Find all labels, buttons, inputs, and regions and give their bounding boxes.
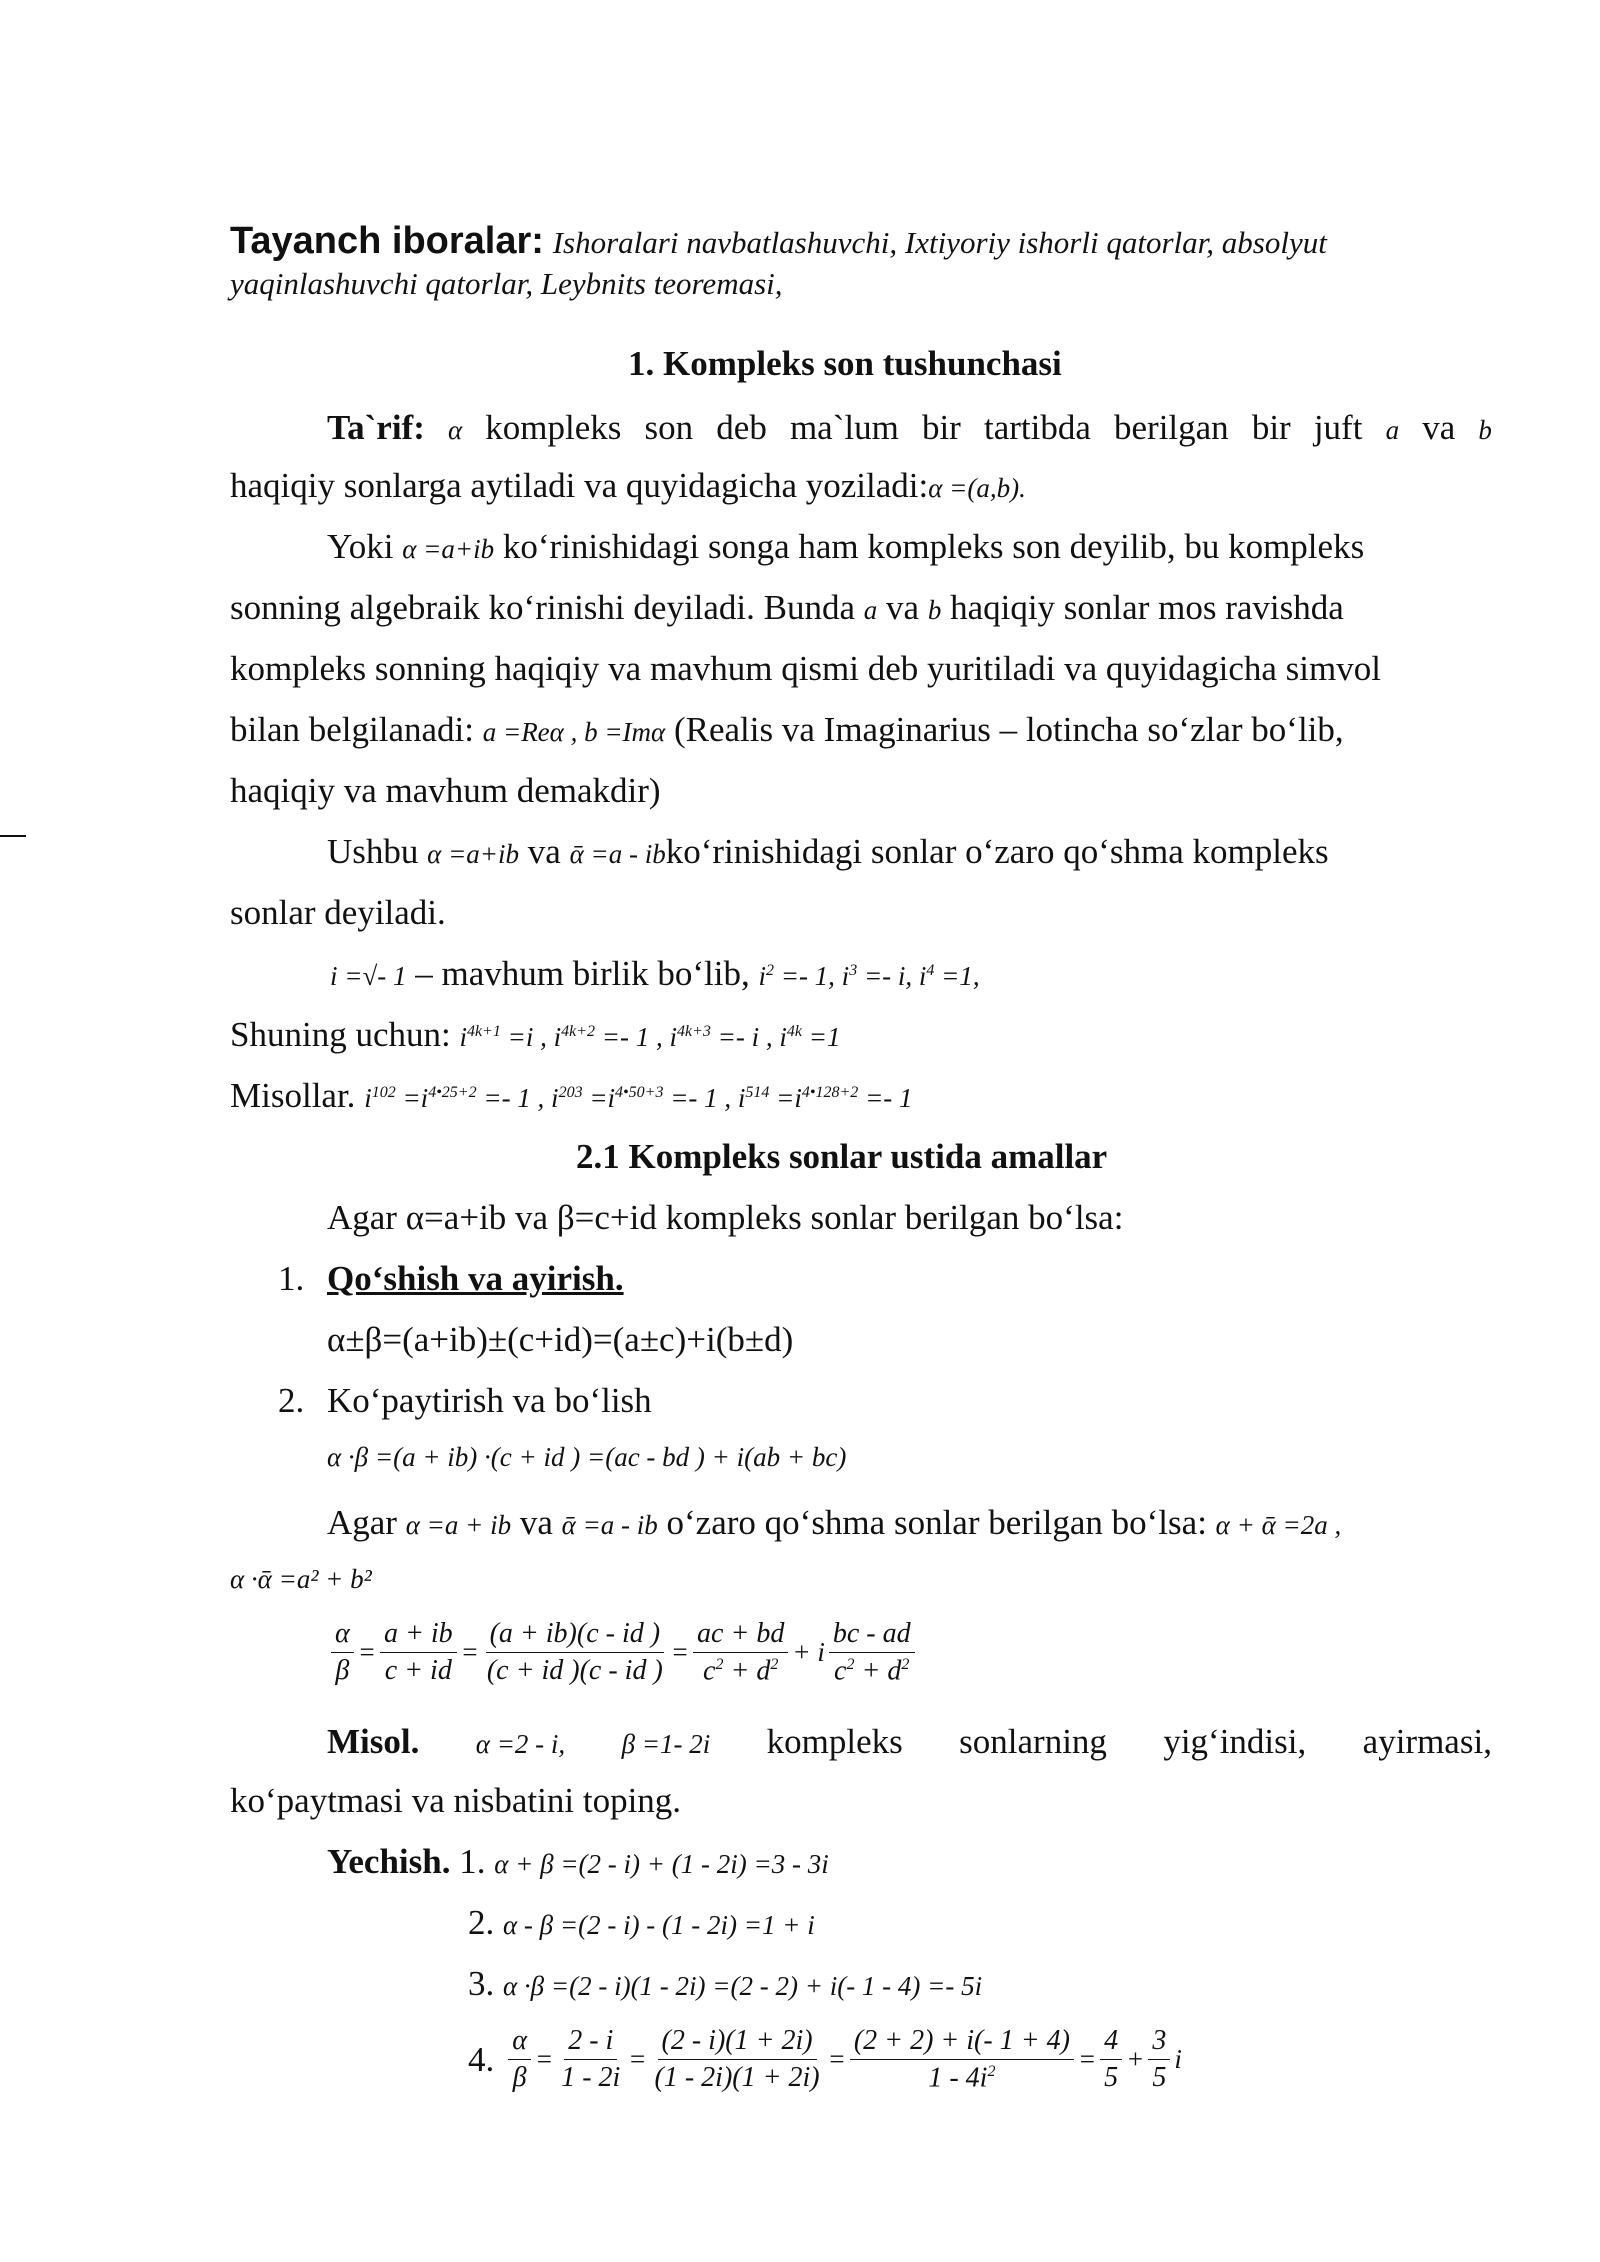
solution-step-1: Yechish. 1. α + β =(2 - i) + (1 - 2i) =3 - 3i bbox=[327, 1842, 829, 1881]
example-line2: ko‘paytmasi va nisbatini toping. bbox=[230, 1781, 682, 1820]
item1-formula: α±β=(a+ib)±(c+id)=(a±c)+i(b±d) bbox=[327, 1320, 794, 1359]
keywords-line2: yaqinlashuvchi qatorlar, Leybnits teoremasi, bbox=[230, 266, 783, 301]
algebraic-form-line2: sonning algebraik ko‘rinishi deyiladi. Bunda a va b haqiqiy sonlar mos ravishda bbox=[230, 588, 1344, 627]
definition-line1: Ta`rif: α kompleks son deb ma`lum bir tartibda berilgan bir juft a va b bbox=[327, 408, 1492, 447]
margin-mark bbox=[0, 835, 26, 837]
item1-number: 1. bbox=[278, 1259, 305, 1298]
keywords-line1: Ishoralari navbatlashuvchi, Ixtiyoriy ishorli qatorlar, absolyut bbox=[552, 225, 1327, 260]
solution-step-4: 4. $\frac{\alpha}{\beta}$ = $\frac{2 - i}{1 - 2i}$ = $\frac{(2 - i)(1 + 2i)}{(1 - 2i)(1 + 2i)}$ = $\frac{(2 + 2) + i(- 1 + 4)}{1 - 4i^2}$ = $\frac{4}{5}$ + $\frac{3}{5}$ i bbox=[468, 2025, 1182, 2094]
algebraic-form-line4: bilan belgilanadi: a =Reα , b =Imα (Realis va Imaginarius – lotincha so‘zlar bo‘lib, bbox=[230, 710, 1344, 749]
item2-title: Ko‘paytirish va bo‘lish bbox=[327, 1381, 652, 1420]
division-formula: $\frac{\alpha}{\beta}$ = $\frac{a + ib}{c + id}$ = $\frac{(a + ib)(c - id )}{(c + id )(c - id )}$ = $\frac{ac + bd}{c^2 + d^2}$ + i $\frac{bc - ad}{c^2 + d^2}$ bbox=[327, 1620, 919, 1685]
section1-title: 1. Kompleks son tushunchasi bbox=[628, 344, 1062, 383]
conjugate-def-line2: sonlar deyiladi. bbox=[230, 893, 446, 932]
tarif-label: Ta`rif: bbox=[327, 408, 425, 447]
algebraic-form-line1: Yoki α =a+ib ko‘rinishidagi songa ham kompleks son deyilib, bu kompleks bbox=[327, 527, 1365, 566]
definition-line2: haqiqiy sonlarga aytiladi va quyidagicha yoziladi:α =(a,b). bbox=[230, 466, 1026, 505]
solution-step-3: 3. α ·β =(2 - i)(1 - 2i) =(2 - 2) + i(- 1 - 4) =- 5i bbox=[468, 1964, 983, 2003]
keywords-label: Tayanch iboralar: bbox=[230, 220, 544, 262]
conjugate-sum-line: Agar α =a + ib va ᾱ =a - ib o‘zaro qo‘shma sonlar berilgan bo‘lsa: α + ᾱ =2a , bbox=[327, 1503, 1342, 1542]
keywords-heading bbox=[230, 222, 1327, 260]
algebraic-form-line5: haqiqiy va mavhum demakdir) bbox=[230, 771, 661, 810]
examples-line: Misollar. $i^{102} =i^{4•25+2} =- 1$ , $i^{203} =i^{4•50+3} =- 1$ , $i^{514} =i^{4•128+2} =- 1$ bbox=[230, 1076, 913, 1115]
definition-formula: α =(a,b). bbox=[928, 473, 1026, 503]
item2-number: 2. bbox=[278, 1381, 305, 1420]
powers-of-i-line: Shuning uchun: $i^{4k+1} =i$ , $i^{4k+2} =- 1$ , $i^{4k+3} =- i$ , $i^{4k} =1$ bbox=[230, 1015, 841, 1054]
item1-title: Qo‘shish va ayirish. bbox=[327, 1259, 624, 1298]
conjugate-def-line1: Ushbu α =a+ib va ᾱ =a - ibko‘rinishidagi sonlar o‘zaro qo‘shma kompleks bbox=[327, 832, 1329, 871]
imaginary-unit-line: i =√- 1 – mavhum birlik bo‘lib, $i^2 =- 1$, $i^3 =- i$, $i^4 =1$, bbox=[330, 954, 980, 993]
example-line1: Misol. α =2 - i, β =1- 2i kompleks sonlarning yig‘indisi, ayirmasi, bbox=[327, 1722, 1492, 1761]
conjugate-product: α ·ᾱ =a² + b² bbox=[230, 1564, 372, 1594]
solution-step-2: 2. α - β =(2 - i) - (1 - 2i) =1 + i bbox=[468, 1903, 815, 1942]
section2-title: 2.1 Kompleks sonlar ustida amallar bbox=[576, 1137, 1108, 1176]
section2-intro: Agar α=a+ib va β=c+id kompleks sonlar berilgan bo‘lsa: bbox=[327, 1198, 1124, 1237]
algebraic-form-line3: kompleks sonning haqiqiy va mavhum qismi deb yuritiladi va quyidagicha simvol bbox=[230, 649, 1381, 688]
item2-formula: α ·β =(a + ib) ·(c + id ) =(ac - bd ) + i(ab + bc) bbox=[327, 1442, 847, 1472]
